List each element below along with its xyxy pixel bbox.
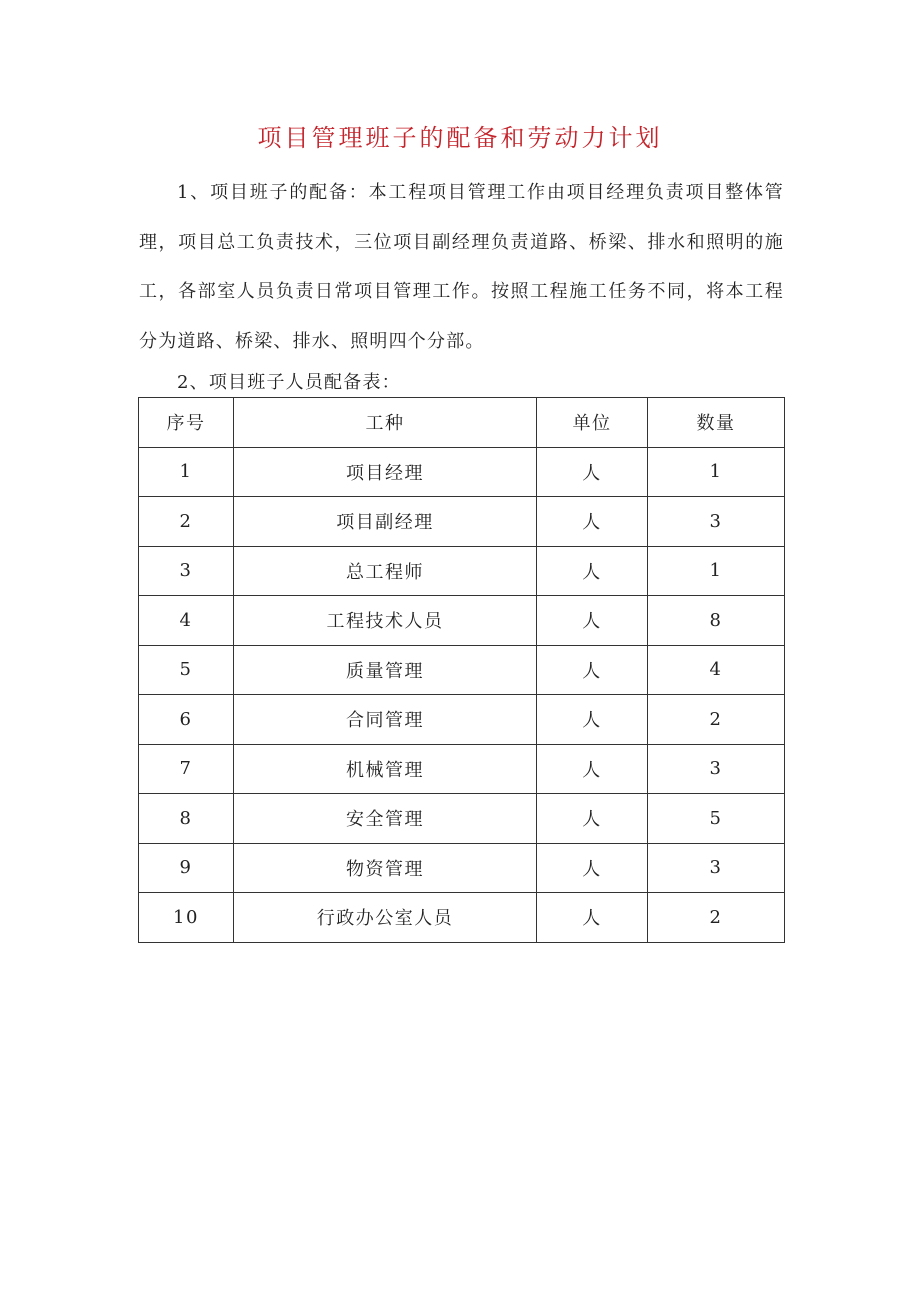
- cell-qty: 2: [648, 695, 785, 745]
- cell-type: 工程技术人员: [234, 596, 537, 646]
- cell-type: 安全管理: [234, 794, 537, 844]
- header-no: 序号: [139, 398, 234, 448]
- table-row: [139, 497, 785, 547]
- cell-type: 质量管理: [234, 645, 537, 695]
- cell-qty: 4: [648, 645, 785, 695]
- cell-no: 6: [139, 695, 234, 745]
- header-unit: 单位: [537, 398, 648, 448]
- cell-unit: 人: [537, 794, 648, 844]
- cell-unit: 人: [537, 546, 648, 596]
- cell-unit: 人: [537, 893, 648, 943]
- cell-type: 项目副经理: [234, 497, 537, 547]
- cell-unit: 人: [537, 645, 648, 695]
- cell-qty: 3: [648, 744, 785, 794]
- table-row: [139, 744, 785, 794]
- cell-type: 合同管理: [234, 695, 537, 745]
- cell-type: 物资管理: [234, 843, 537, 893]
- table-header-row: [139, 398, 785, 448]
- header-qty: 数量: [648, 398, 785, 448]
- table-row: [139, 596, 785, 646]
- cell-unit: 人: [537, 744, 648, 794]
- cell-unit: 人: [537, 497, 648, 547]
- cell-type: 总工程师: [234, 546, 537, 596]
- cell-qty: 1: [648, 546, 785, 596]
- cell-no: 3: [139, 546, 234, 596]
- cell-type: 行政办公室人员: [234, 893, 537, 943]
- cell-no: 8: [139, 794, 234, 844]
- cell-qty: 1: [648, 447, 785, 497]
- cell-type: 机械管理: [234, 744, 537, 794]
- table-row: [139, 794, 785, 844]
- cell-unit: 人: [537, 447, 648, 497]
- table-row: [139, 447, 785, 497]
- cell-no: 10: [139, 893, 234, 943]
- staffing-paragraph: 1、项目班子的配备：本工程项目管理工作由项目经理负责项目整体管理，项目总工负责技术，三位项目副经理负责道路、桥梁、排水和照明的施工，各部室人员负责日常项目管理工作。按照工程施工任务不同，将本工程分为道路、桥梁、排水、照明四个分部。: [139, 182, 784, 352]
- cell-type: 项目经理: [234, 447, 537, 497]
- cell-qty: 3: [648, 843, 785, 893]
- cell-qty: 3: [648, 497, 785, 547]
- cell-no: 7: [139, 744, 234, 794]
- cell-unit: 人: [537, 695, 648, 745]
- cell-unit: 人: [537, 843, 648, 893]
- cell-no: 1: [139, 447, 234, 497]
- cell-no: 5: [139, 645, 234, 695]
- document-title: 项目管理班子的配备和劳动力计划: [257, 124, 663, 152]
- table-row: [139, 645, 785, 695]
- cell-no: 2: [139, 497, 234, 547]
- table-row: [139, 843, 785, 893]
- cell-unit: 人: [537, 596, 648, 646]
- table-row: [139, 695, 785, 745]
- staff-table: [138, 397, 785, 943]
- cell-qty: 2: [648, 893, 785, 943]
- cell-qty: 5: [648, 794, 785, 844]
- cell-qty: 8: [648, 596, 785, 646]
- header-type: 工种: [234, 398, 537, 448]
- cell-no: 9: [139, 843, 234, 893]
- table-row: [139, 546, 785, 596]
- cell-no: 4: [139, 596, 234, 646]
- table-row: [139, 893, 785, 943]
- table-caption: 2、项目班子人员配备表：: [177, 372, 401, 393]
